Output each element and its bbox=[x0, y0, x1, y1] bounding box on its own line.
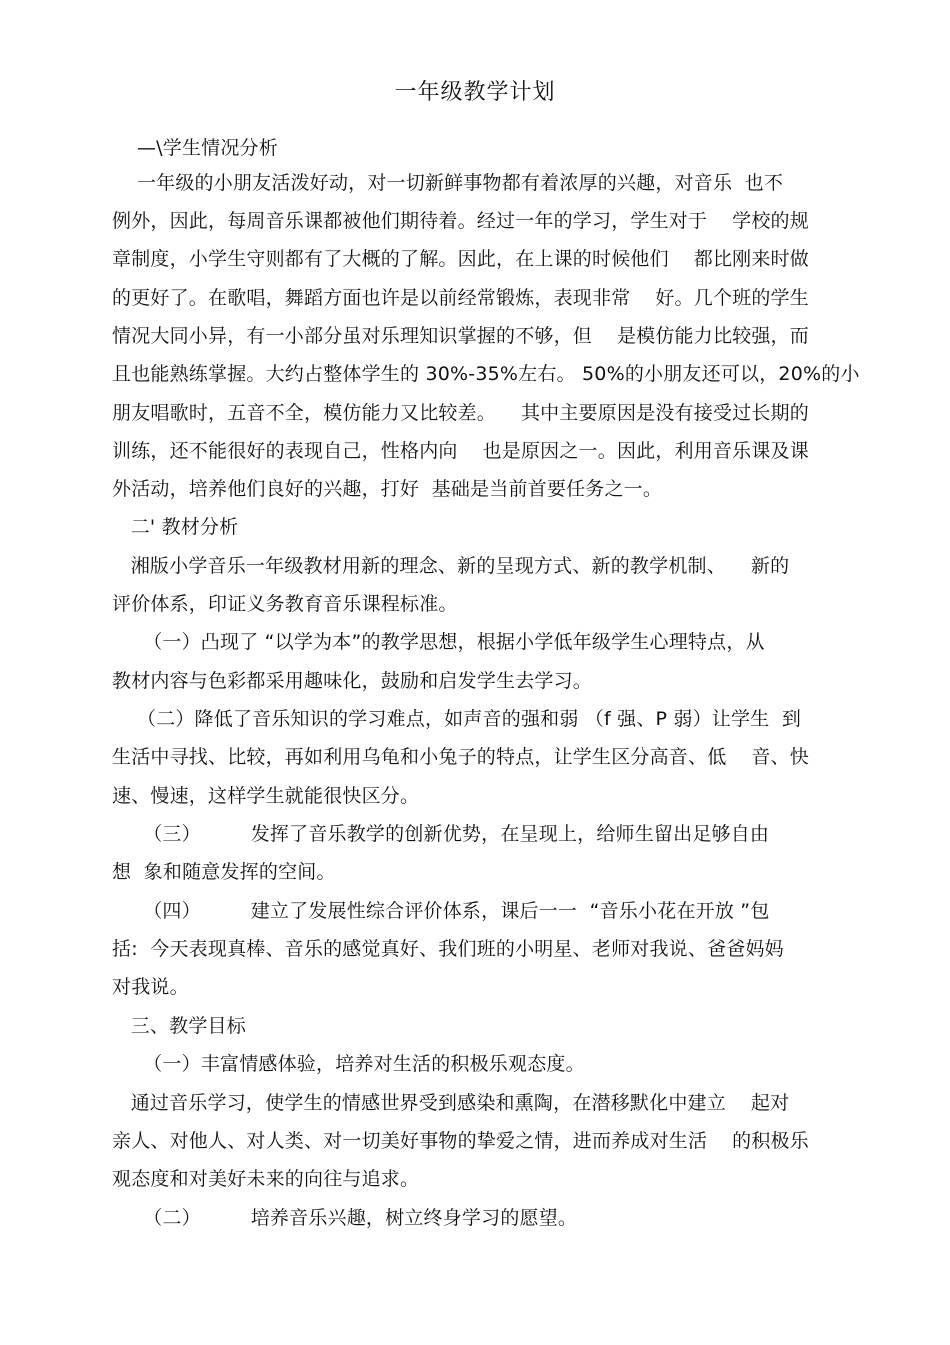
section-heading: —\学生情况分析 bbox=[112, 137, 278, 159]
paragraph-line: 一年级的小朋友活泼好动，对一切新鲜事物都有着浓厚的兴趣，对音乐 也不 bbox=[112, 172, 784, 194]
paragraph-line: 朋友唱歌时，五音不全，模仿能力又比较差。 其中主要原因是没有接受过长期的 bbox=[112, 402, 809, 424]
paragraph-line: 速、慢速，这样学生就能很快区分。 bbox=[112, 785, 420, 807]
paragraph-line: 湘版小学音乐一年级教材用新的理念、新的呈现方式、新的教学机制、 新的 bbox=[112, 555, 790, 577]
paragraph-line: 对我说。 bbox=[112, 976, 189, 998]
paragraph-line: 外活动，培养他们良好的兴趣，打好 基础是当前首要任务之一。 bbox=[112, 478, 663, 500]
paragraph-line: （四） 建立了发展性综合评价体系，课后一一 “音乐小花在开放 ”包 bbox=[112, 900, 770, 922]
section-heading: 三、教学目标 bbox=[112, 1015, 246, 1037]
paragraph-line: 亲人、对他人、对人类、对一切美好事物的挚爱之情，进而养成对生活 的积极乐 bbox=[112, 1130, 809, 1152]
paragraph-line: 例外，因此，每周音乐课都被他们期待着。经过一年的学习，学生对于 学校的规 bbox=[112, 210, 809, 232]
paragraph-line: 通过音乐学习，使学生的情感世界受到感染和熏陶，在潜移默化中建立 起对 bbox=[112, 1092, 790, 1114]
paragraph-line: （一）丰富情感体验，培养对生活的积极乐观态度。 bbox=[112, 1053, 585, 1075]
paragraph-line: （三） 发挥了音乐教学的创新优势，在呈现上，给师生留出足够自由 bbox=[112, 823, 770, 845]
paragraph-line: 观态度和对美好未来的向往与追求。 bbox=[112, 1168, 420, 1190]
paragraph-line: 情况大同小异，有一小部分虽对乐理知识掌握的不够，但 是模仿能力比较强，而 bbox=[112, 325, 809, 347]
paragraph-line: 的更好了。在歌唱，舞蹈方面也许是以前经常锻炼，表现非常 好。几个班的学生 bbox=[112, 287, 809, 309]
paragraph-line: （一）凸现了 “以学为本”的教学思想，根据小学低年级学生心理特点，从 bbox=[112, 631, 765, 653]
paragraph-line: 生活中寻找、比较，再如利用乌龟和小兔子的特点，让学生区分高音、低 音、快 bbox=[112, 746, 809, 768]
paragraph-line: 且也能熟练掌握。大约占整体学生的 30%-35%左右。 50%的小朋友还可以，20%的小 bbox=[112, 363, 860, 385]
paragraph-line: （二） 培养音乐兴趣，树立终身学习的愿望。 bbox=[112, 1207, 578, 1229]
paragraph-line: 括: 今天表现真棒、音乐的感觉真好、我们班的小明星、老师对我说、爸爸妈妈 bbox=[112, 938, 784, 960]
paragraph-line: 教材内容与色彩都采用趣味化，鼓励和启发学生去学习。 bbox=[112, 670, 593, 692]
paragraph-line: 章制度，小学生守则都有了大概的了解。因此，在上课的时候他们 都比刚来时做 bbox=[112, 248, 809, 270]
paragraph-line: 训练，还不能很好的表现自己，性格内向 也是原因之一。因此，利用音乐课及课 bbox=[112, 440, 809, 462]
paragraph-line: 评价体系，印证义务教育音乐课程标准。 bbox=[112, 593, 458, 615]
paragraph-line: 想 象和随意发挥的空间。 bbox=[112, 861, 336, 883]
section-heading: 二' 教材分析 bbox=[112, 516, 239, 538]
paragraph-line: （二）降低了音乐知识的学习难点，如声音的强和弱 （f 强、P 弱）让学生 到 bbox=[112, 708, 802, 730]
document-title: 一年级教学计划 bbox=[394, 80, 556, 105]
